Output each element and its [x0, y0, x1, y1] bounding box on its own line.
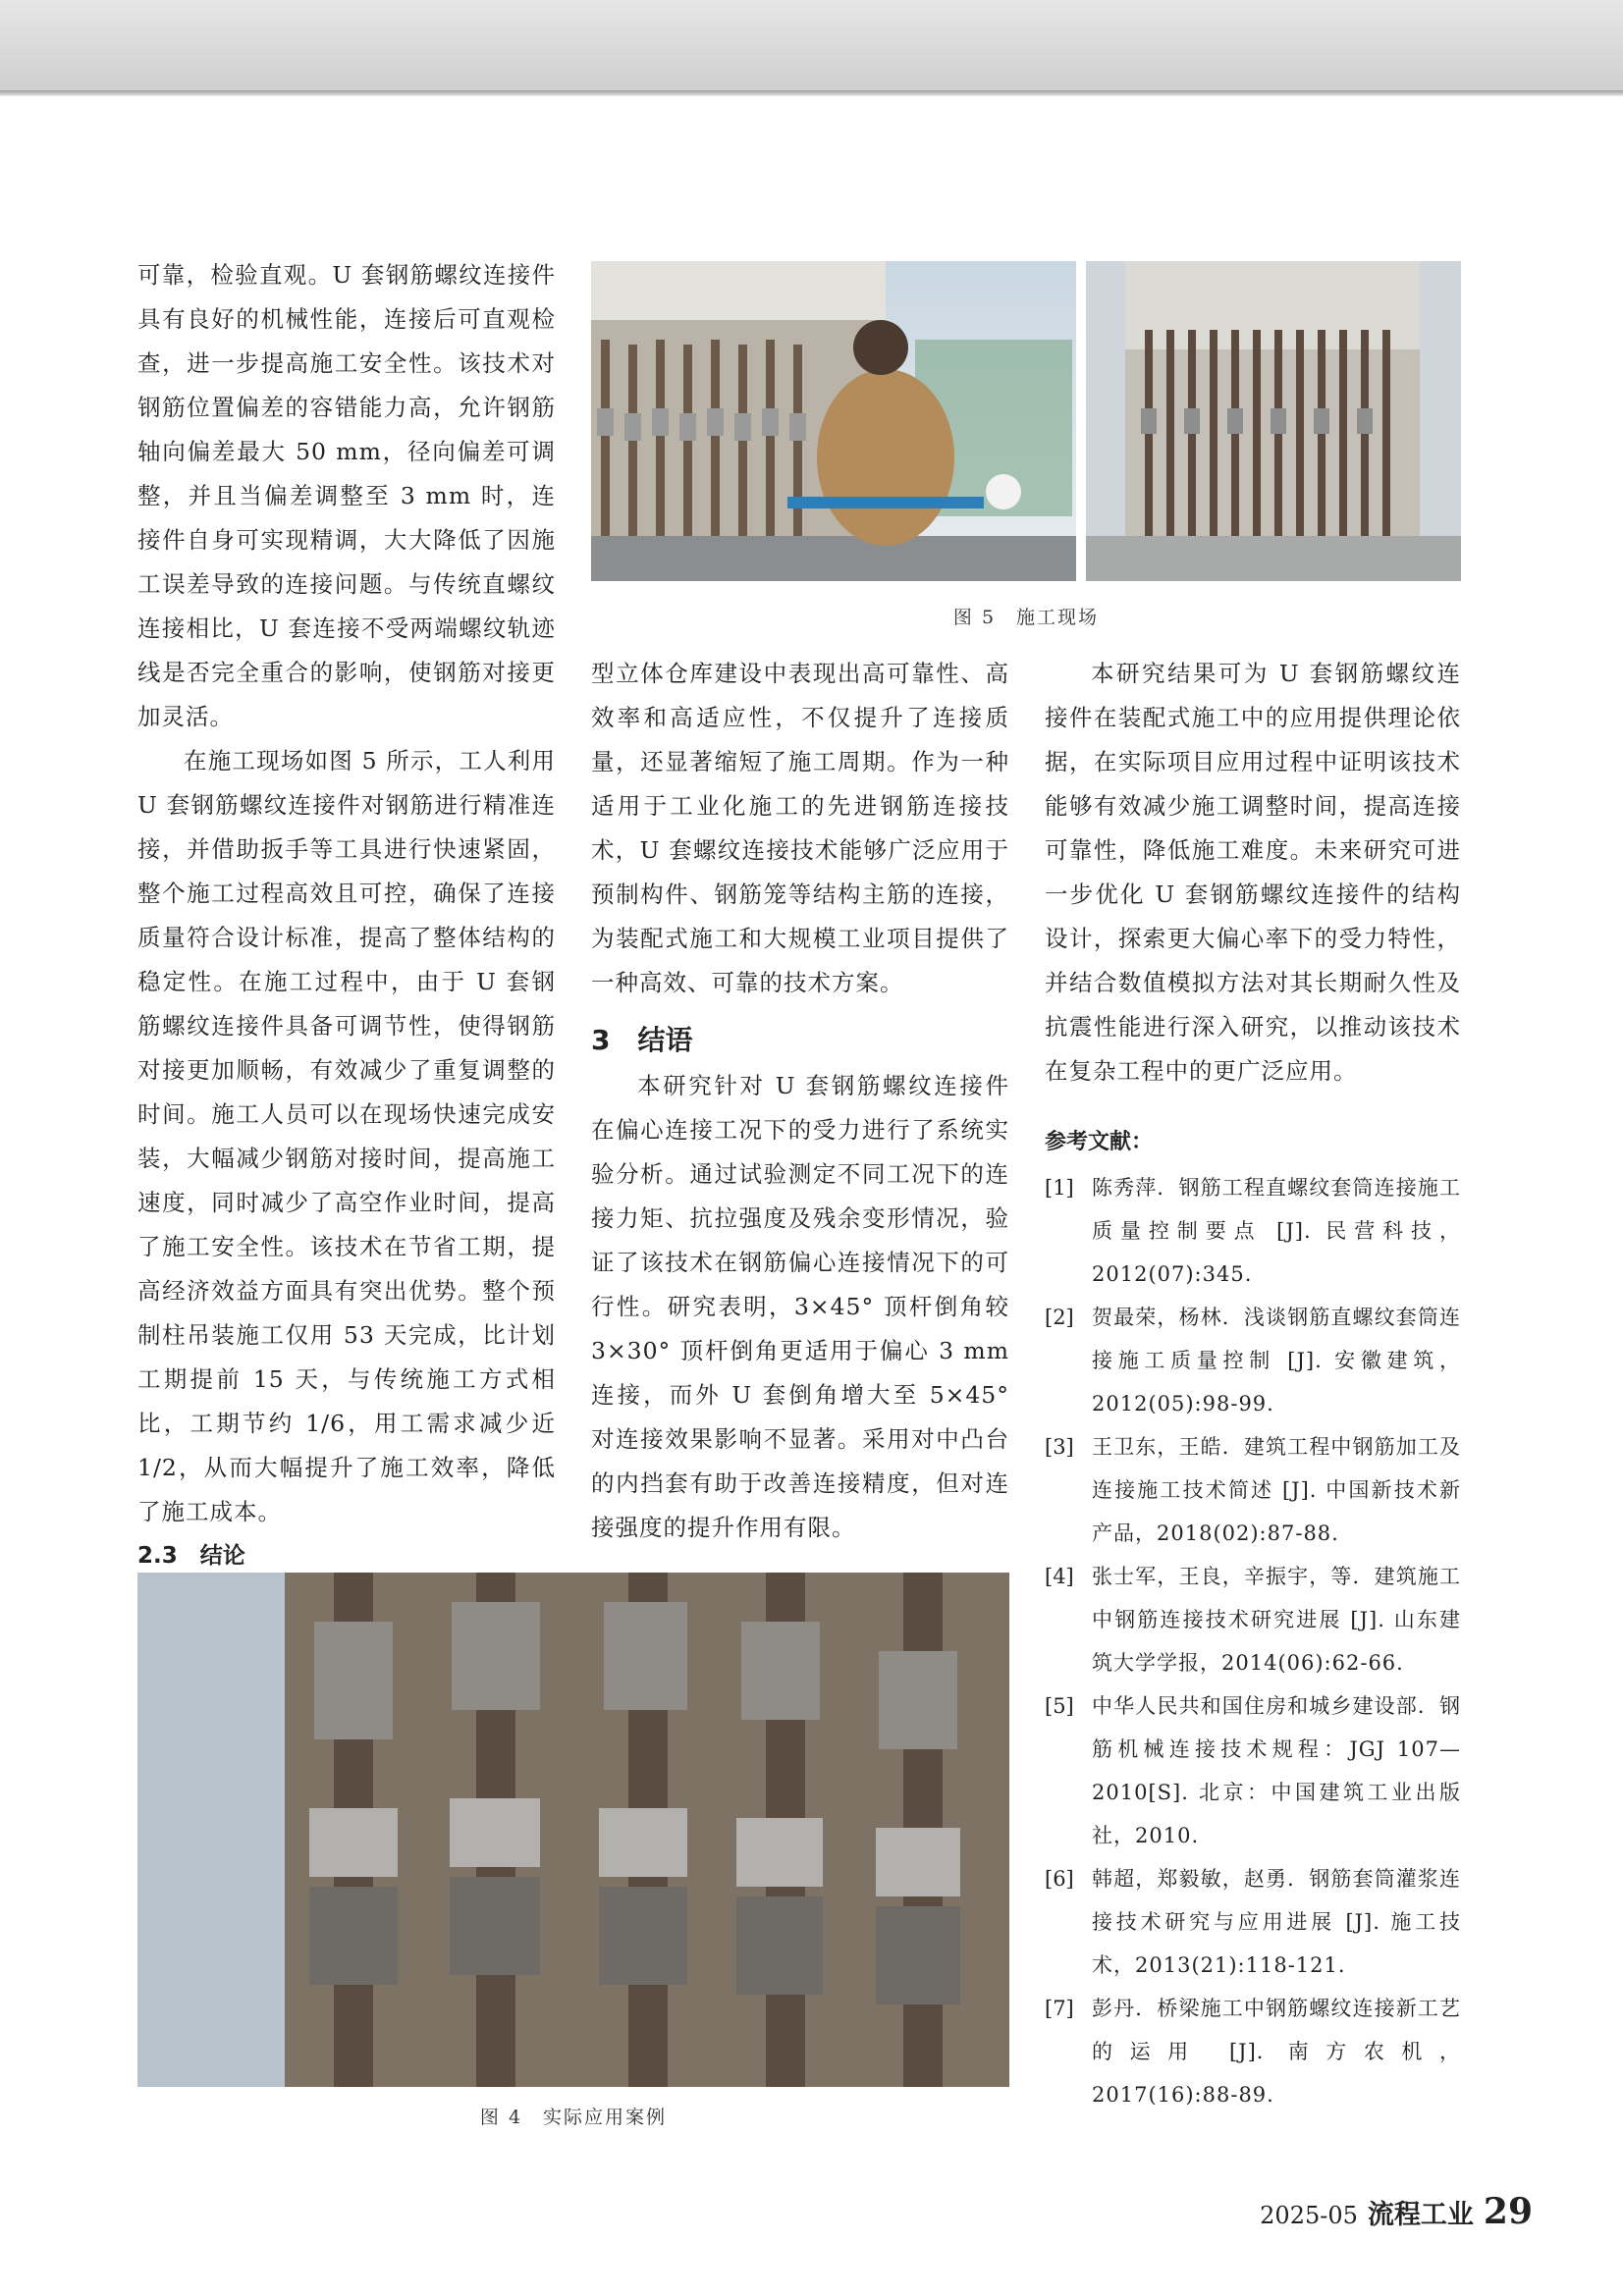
reference-number: [6]	[1045, 1867, 1074, 1891]
reference-number: [1]	[1045, 1176, 1074, 1200]
references-title: 参考文献：	[1045, 1130, 1154, 1154]
reference-text: 中华人民共和国住房和城乡建设部．钢筋机械连接技术规程：JGJ 107—2010[S]. 北京：中国建筑工业出版社，2010.	[1092, 1694, 1461, 1847]
reference-text: 张士军，王良，辛振宇，等．建筑施工中钢筋连接技术研究进展 [J]. 山东建筑大学学报，2014(06):62-66.	[1092, 1565, 1461, 1675]
reference-item	[1045, 1425, 1461, 1555]
column-middle	[591, 652, 1009, 1550]
reference-number: [7]	[1045, 1997, 1074, 2020]
column-right	[1045, 652, 1461, 2116]
reference-item	[1045, 1555, 1461, 1684]
paragraph: 本研究针对 U 套钢筋螺纹连接件在偏心连接工况下的受力进行了系统实验分析。通过试验测定不同工况下的连接力矩、抗拉强度及残余变形情况，验证了该技术在钢筋偏心连接情况下的可行性。研究表明，3×45° 顶杆倒角较 3×30° 顶杆倒角更适用于偏心 3 mm 连接，而外 U 套倒角增大至 5×45° 对连接效果影响不显著。采用对中凸台的内挡套有助于改善连接精度，但对连接强度的提升作用有限。	[591, 1072, 1009, 1541]
journal-name: 流程工业	[1367, 2200, 1474, 2230]
reference-item	[1045, 1684, 1461, 1857]
reference-text: 韩超，郑毅敏，赵勇．钢筋套筒灌浆连接技术研究与应用进展 [J]. 施工技术，2013(21):118-121.	[1092, 1867, 1461, 1977]
reference-number: [3]	[1045, 1435, 1074, 1459]
references-list	[1045, 1166, 1461, 2116]
reference-item	[1045, 1987, 1461, 2116]
figure-4-caption: 图 4 实际应用案例	[479, 2107, 668, 2128]
reference-text: 陈秀萍．钢筋工程直螺纹套筒连接施工质量控制要点 [J]. 民营科技，2012(07):345.	[1092, 1176, 1461, 1286]
page-top-band	[0, 0, 1623, 90]
figure-5-caption: 图 5 施工现场	[952, 607, 1100, 628]
paragraph: 本研究结果可为 U 套钢筋螺纹连接件在装配式施工中的应用提供理论依据，在实际项目应用过程中证明该技术能够有效减少施工调整时间，提高连接可靠性，降低施工难度。未来研究可进一步优化 U 套钢筋螺纹连接件的结构设计，探索更大偏心率下的受力特性，并结合数值模拟方法对其长期耐久性及抗震性能进行深入研究，以推动该技术在复杂工程中的更广泛应用。	[1045, 660, 1461, 1085]
page-footer	[1260, 2191, 1533, 2232]
paragraph: 在施工现场如图 5 所示，工人利用 U 套钢筋螺纹连接件对钢筋进行精准连接，并借助扳手等工具进行快速紧固，整个施工过程高效且可控，确保了连接质量符合设计标准，提高了整体结构的稳定性。在施工过程中，由于 U 套钢筋螺纹连接件具备可调节性，使得钢筋对接更加顺畅，有效减少了重复调整的时间。施工人员可以在现场快速完成安装，大幅减少钢筋对接时间，提高施工速度，同时减少了高空作业时间，提高了施工安全性。该技术在节省工期，提高经济效益方面具有突出优势。整个预制柱吊装施工仅用 53 天完成，比计划工期提前 15 天，与传统施工方式相比，工期节约 1/6，用工需求减少近 1/2，从而大幅提升了施工效率，降低了施工成本。	[137, 747, 556, 1525]
reference-number: [2]	[1045, 1306, 1074, 1329]
reference-text: 王卫东，王皓．建筑工程中钢筋加工及连接施工技术简述 [J]. 中国新技术新产品，2018(02):87-88.	[1092, 1435, 1461, 1545]
issue-number: 2025-05	[1260, 2202, 1358, 2229]
reference-number: [5]	[1045, 1694, 1074, 1718]
reference-number: [4]	[1045, 1565, 1074, 1588]
figure-5-photo-rebar	[1086, 261, 1461, 581]
paragraph: 可靠，检验直观。U 套钢筋螺纹连接件具有良好的机械性能，连接后可直观检查，进一步提高施工安全性。该技术对钢筋位置偏差的容错能力高，允许钢筋轴向偏差最大 50 mm，径向偏差可调整，并且当偏差调整至 3 mm 时，连接件自身可实现精调，大大降低了因施工误差导致的连接问题。与传统直螺纹连接相比，U 套连接不受两端螺纹轨迹线是否完全重合的影响，使钢筋对接更加灵活。	[137, 261, 556, 730]
reference-text: 彭丹．桥梁施工中钢筋螺纹连接新工艺的运用 [J]. 南方农机，2017(16):88-89.	[1092, 1997, 1461, 2107]
figure-4-photo	[137, 1573, 1009, 2087]
paragraph: 型立体仓库建设中表现出高可靠性、高效率和高适应性，不仅提升了连接质量，还显著缩短了施工周期。作为一种适用于工业化施工的先进钢筋连接技术，U 套螺纹连接技术能够广泛应用于预制构件、钢筋笼等结构主筋的连接，为装配式施工和大规模工业项目提供了一种高效、可靠的技术方案。	[591, 660, 1009, 996]
section-heading: 3 结语	[591, 1024, 693, 1056]
page-top-rule	[0, 90, 1623, 96]
reference-item	[1045, 1166, 1461, 1296]
page-number: 29	[1483, 2191, 1533, 2232]
column-left	[137, 253, 556, 1622]
reference-text: 贺最荣，杨林．浅谈钢筋直螺纹套筒连接施工质量控制 [J]. 安徽建筑，2012(05):98-99.	[1092, 1306, 1461, 1415]
reference-item	[1045, 1296, 1461, 1425]
figure-5-photo-worker	[591, 261, 1076, 581]
subsection-heading: 2.3 结论	[137, 1543, 245, 1569]
reference-item	[1045, 1857, 1461, 1987]
